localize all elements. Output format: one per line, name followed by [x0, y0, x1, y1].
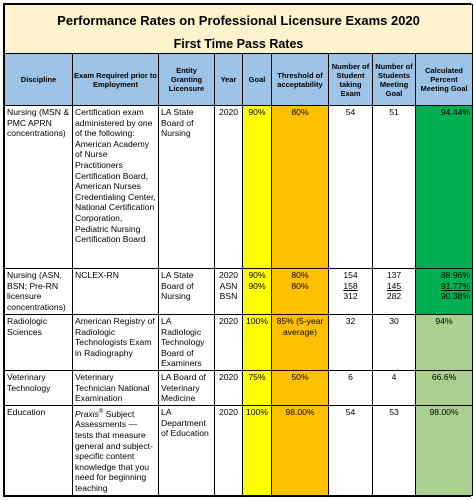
header-year: Year: [215, 54, 243, 106]
header-num-taking: Number of Student taking Exam: [329, 54, 373, 106]
num-taking-cell: 54: [329, 405, 373, 495]
calc-percent-line: 88.96%: [440, 270, 471, 280]
year-line: ASN: [219, 280, 238, 291]
num-taking-line: 154: [343, 270, 358, 280]
entity-cell: LA State Board of Nursing: [159, 269, 215, 315]
calc-percent-cell: 98.00%: [416, 405, 473, 495]
exam-cell: Certification exam administered by one of the following: American Academy of Nurse Practitioners Certification Board, American Nurses Credentialing Center, National Certification Corporation, Pediatric Nursing Certification Board: [73, 106, 159, 269]
exam-cell: Veterinary Technician National Examination: [73, 370, 159, 405]
table-row: [5, 106, 473, 269]
entity-cell: LA Radiologic Technology Board of Examiners: [159, 315, 215, 371]
num-taking-cell: [329, 269, 373, 315]
discipline-cell: Radiologic Sciences: [5, 315, 73, 371]
num-meeting-cell: 53: [373, 405, 416, 495]
performance-table-frame: [3, 3, 471, 497]
goal-line: 90%: [248, 280, 266, 291]
table-subtitle: First Time Pass Rates: [5, 33, 473, 54]
header-calc-percent: Calculated Percent Meeting Goal: [416, 54, 473, 106]
year-cell: 2020: [215, 315, 243, 371]
num-taking-cell: 6: [329, 370, 373, 405]
table-row: [5, 370, 473, 405]
calc-percent-cell: 94%: [416, 315, 473, 371]
discipline-cell: Veterinary Technology: [5, 370, 73, 405]
num-taking-line: 158: [343, 280, 358, 291]
goal-line: 90%: [248, 270, 266, 280]
entity-cell: LA Board of Veterinary Medicine: [159, 370, 215, 405]
threshold-cell: 98.00%: [272, 405, 329, 495]
goal-cell: 90%: [243, 106, 272, 269]
exam-description: Subject Assessments — tests that measure general and subject-specific content knowledge that you need for beginning teaching: [75, 408, 153, 493]
calc-percent-cell: [416, 269, 473, 315]
exam-name: Praxis: [75, 408, 99, 419]
exam-cell: [73, 405, 159, 495]
exam-cell: NCLEX-RN: [73, 269, 159, 315]
year-line: 2020: [218, 270, 239, 280]
header-threshold: Threshold of acceptability: [272, 54, 329, 106]
calc-percent-cell: 66.6%: [416, 370, 473, 405]
num-meeting-cell: 51: [373, 106, 416, 269]
year-cell: 2020: [215, 106, 243, 269]
num-meeting-cell: 30: [373, 315, 416, 371]
calc-percent-line: 90.38%: [440, 291, 471, 302]
header-goal: Goal: [243, 54, 272, 106]
num-taking-line: 312: [343, 291, 358, 302]
num-meeting-cell: 4: [373, 370, 416, 405]
header-exam: Exam Required prior to Employment: [73, 54, 159, 106]
num-meeting-line: 137: [386, 270, 402, 280]
threshold-line: 80%: [291, 280, 309, 291]
threshold-cell: 85% (5-year average): [272, 315, 329, 371]
threshold-line: 80%: [291, 270, 309, 280]
header-row: [5, 54, 473, 106]
table-row: [5, 269, 473, 315]
num-meeting-line: 145: [386, 280, 402, 291]
goal-cell: 100%: [243, 405, 272, 495]
goal-cell: 100%: [243, 315, 272, 371]
registered-mark: ®: [98, 408, 104, 415]
year-cell: 2020: [215, 370, 243, 405]
year-line: BSN: [219, 291, 238, 302]
threshold-cell: [272, 269, 329, 315]
entity-cell: LA State Board of Nursing: [159, 106, 215, 269]
discipline-cell: Education: [5, 405, 73, 495]
num-meeting-cell: [373, 269, 416, 315]
year-cell: 2020: [215, 405, 243, 495]
goal-cell: [243, 269, 272, 315]
header-entity: Entity Granting Licensure: [159, 54, 215, 106]
discipline-cell: Nursing (ASN, BSN; Pre-RN licensure concentrations): [5, 269, 73, 315]
year-cell: [215, 269, 243, 315]
num-taking-cell: 54: [329, 106, 373, 269]
goal-cell: 75%: [243, 370, 272, 405]
table-title: Performance Rates on Professional Licensure Exams 2020: [5, 5, 473, 33]
header-num-meeting: Number of Students Meeting Goal: [373, 54, 416, 106]
table-row: [5, 405, 473, 495]
entity-cell: LA Department of Education: [159, 405, 215, 495]
exam-cell: American Registry of Radiologic Technologists Exam in Radiography: [73, 315, 159, 371]
num-taking-cell: 32: [329, 315, 373, 371]
threshold-cell: 80%: [272, 106, 329, 269]
performance-table: [4, 4, 473, 496]
discipline-cell: Nursing (MSN & PMC APRN concentrations): [5, 106, 73, 269]
header-discipline: Discipline: [5, 54, 73, 106]
threshold-cell: 50%: [272, 370, 329, 405]
num-meeting-line: 282: [386, 291, 402, 302]
calc-percent-line: 91.77%: [440, 280, 471, 291]
table-row: [5, 315, 473, 371]
calc-percent-cell: 94.44%: [416, 106, 473, 269]
